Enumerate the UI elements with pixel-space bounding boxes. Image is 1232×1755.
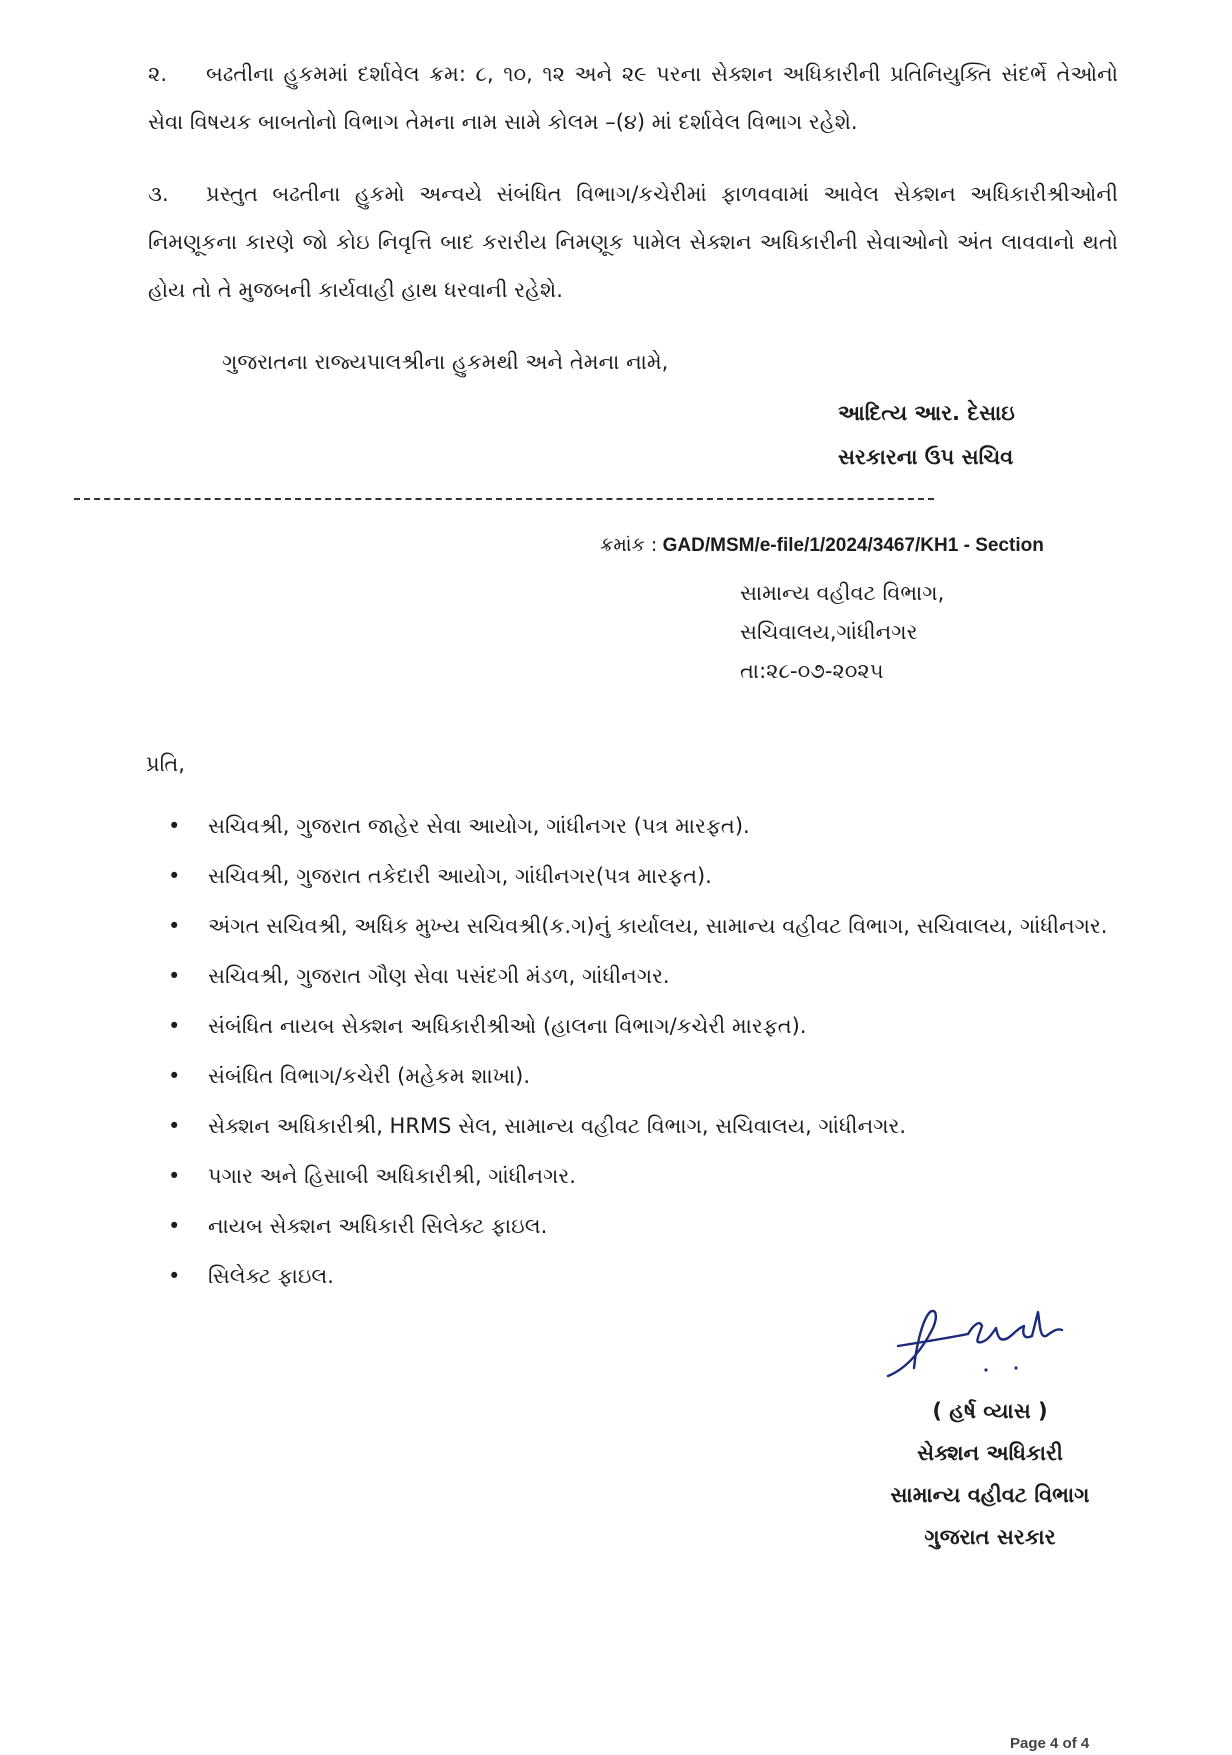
- closing-line: ગુજરાતના રાજ્યપાલશ્રીના હુકમથી અને તેમના નામે,: [222, 350, 669, 374]
- recipient-text: સિલેક્ટ ફાઇલ.: [208, 1264, 334, 1288]
- list-item: [168, 858, 1128, 894]
- reference-line: [600, 534, 1044, 557]
- signatory-block-1: [838, 396, 1015, 474]
- bullet-icon: •: [168, 1214, 181, 1238]
- signatory-government: ગુજરાત સરકાર: [924, 1525, 1056, 1549]
- list-item: [168, 1008, 1128, 1044]
- paragraph-text: બઢતીના હુકમમાં દર્શાવેલ ક્રમ: ૮, ૧૦, ૧૨ અને ૨૯ પરના સેક્શન અધિકારીની પ્રતિનિયુક્તિ સંદર્ભે તેઓનો સેવા વિષયક બાબતોનો વિભાગ તેમના નામ સામે કોલમ –(૪) માં દર્શાવેલ વિભાગ રહેશે.: [148, 62, 1118, 134]
- recipient-text: સેક્શન અધિકારીશ્રી, HRMS સેલ, સામાન્ય વહીવટ વિભાગ, સચિવાલય, ગાંધીનગર.: [208, 1114, 907, 1138]
- list-item: [168, 1108, 1128, 1144]
- signatory-department: સામાન્ય વહીવટ વિભાગ: [890, 1483, 1090, 1507]
- signatory-block-2: [850, 1390, 1130, 1558]
- recipient-text: સચિવશ્રી, ગુજરાત જાહેર સેવા આયોગ, ગાંધીનગર (પત્ર મારફત).: [208, 814, 750, 838]
- signatory-name: આદિત્ય આર. દેસાઇ: [838, 401, 1015, 425]
- issuing-address: [740, 574, 944, 691]
- list-item: [168, 1158, 1128, 1194]
- bullet-icon: •: [168, 1014, 181, 1038]
- recipient-text: નાયબ સેક્શન અધિકારી સિલેક્ટ ફાઇલ.: [208, 1214, 548, 1238]
- recipient-text: પગાર અને હિસાબી અધિકારીશ્રી, ગાંધીનગર.: [208, 1164, 576, 1188]
- signatory-designation: સેક્શન અધિકારી: [917, 1441, 1063, 1465]
- bullet-icon: •: [168, 964, 181, 988]
- signatory-name: ( હર્ષ વ્યાસ ): [932, 1399, 1048, 1423]
- divider-dashed: [74, 498, 934, 500]
- recipient-text: અંગત સચિવશ્રી, અધિક મુખ્ય સચિવશ્રી(ક.ગ)નું કાર્યાલય, સામાન્ય વહીવટ વિભાગ, સચિવાલય, ગાંધીનગર.: [208, 914, 1108, 938]
- list-item: [168, 958, 1128, 994]
- paragraph-number: ૩.: [148, 182, 169, 206]
- to-label: પ્રતિ,: [146, 752, 185, 776]
- bullet-icon: •: [168, 864, 181, 888]
- handwritten-signature: [878, 1298, 1078, 1388]
- reference-number: GAD/MSM/e-file/1/2024/3467/KH1 - Section: [662, 535, 1044, 556]
- paragraph-2: [148, 50, 1118, 146]
- bullet-icon: •: [168, 814, 181, 838]
- bullet-icon: •: [168, 1264, 181, 1288]
- issue-date: તા:૨૮-૦૭-૨૦૨૫: [740, 659, 884, 683]
- bullet-icon: •: [168, 1114, 181, 1138]
- reference-label: ક્રમાંક :: [600, 534, 658, 556]
- paragraph-number: ૨.: [148, 62, 168, 86]
- recipient-text: સંબંધિત વિભાગ/કચેરી (મહેકમ શાખા).: [208, 1064, 531, 1088]
- address-line-2: સચિવાલય,ગાંધીનગર: [740, 620, 918, 644]
- list-item: [168, 908, 1128, 944]
- recipient-list: [168, 808, 1128, 1308]
- list-item: [168, 1058, 1128, 1094]
- paragraph-3: [148, 170, 1118, 314]
- recipient-text: સંબંધિત નાયબ સેક્શન અધિકારીશ્રીઓ (હાલના વિભાગ/કચેરી મારફત).: [208, 1014, 807, 1038]
- address-line-1: સામાન્ય વહીવટ વિભાગ,: [740, 581, 945, 605]
- recipient-text: સચિવશ્રી, ગુજરાત ગૌણ સેવા પસંદગી મંડળ, ગાંધીનગર.: [208, 964, 670, 988]
- list-item: [168, 1258, 1128, 1294]
- list-item: [168, 808, 1128, 844]
- list-item: [168, 1208, 1128, 1244]
- bullet-icon: •: [168, 1064, 181, 1088]
- bullet-icon: •: [168, 914, 181, 938]
- page-number: Page 4 of 4: [1010, 1735, 1090, 1752]
- paragraph-text: પ્રસ્તુત બઢતીના હુકમો અન્વયે સંબંધિત વિભાગ/કચેરીમાં ફાળવવામાં આવેલ સેક્શન અધિકારીશ્રીઓની નિમણૂકના કારણે જો કોઇ નિવૃત્તિ બાદ કરારીય નિમણૂક પામેલ સેક્શન અધિકારીની સેવાઓનો અંત લાવવાનો થતો હોય તો તે મુજબની કાર્યવાહી હાથ ધરવાની રહેશે.: [148, 182, 1118, 302]
- recipient-text: સચિવશ્રી, ગુજરાત તકેદારી આયોગ, ગાંધીનગર(પત્ર મારફત).: [208, 864, 712, 888]
- signatory-designation: સરકારના ઉપ સચિવ: [838, 445, 1014, 469]
- bullet-icon: •: [168, 1164, 181, 1188]
